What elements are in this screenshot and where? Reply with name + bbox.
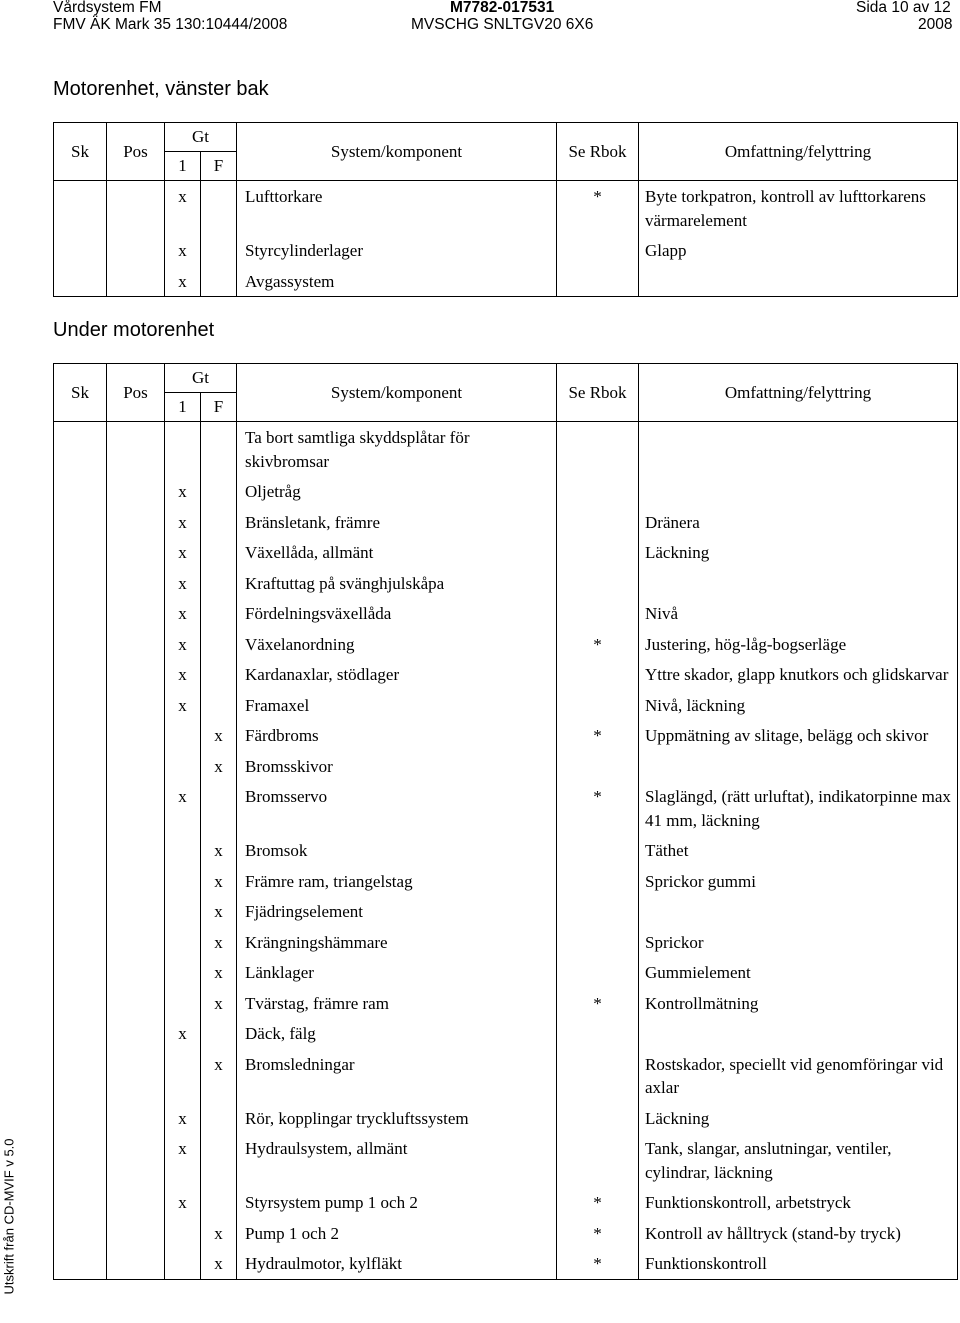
cell-se-rbok bbox=[557, 866, 639, 897]
cell-pos bbox=[107, 568, 165, 599]
cell-omfattning: Nivå bbox=[639, 598, 958, 629]
cell-se-rbok bbox=[557, 1103, 639, 1134]
cell-pos bbox=[107, 476, 165, 507]
col-header-gt-1: 1 bbox=[165, 393, 201, 422]
cell-gt-1 bbox=[165, 927, 201, 958]
table-row bbox=[54, 507, 958, 538]
cell-gt-f: x bbox=[201, 988, 237, 1019]
cell-pos bbox=[107, 1103, 165, 1134]
col-header-gt: Gt bbox=[165, 123, 237, 152]
cell-gt-f bbox=[201, 1018, 237, 1049]
cell-pos bbox=[107, 629, 165, 660]
cell-sk bbox=[54, 181, 107, 236]
cell-gt-1: x bbox=[165, 1018, 201, 1049]
cell-omfattning bbox=[639, 266, 958, 297]
cell-omfattning: Läckning bbox=[639, 1103, 958, 1134]
cell-omfattning bbox=[639, 751, 958, 782]
cell-gt-f: x bbox=[201, 866, 237, 897]
cell-sk bbox=[54, 659, 107, 690]
table-row bbox=[54, 1103, 958, 1134]
cell-se-rbok bbox=[557, 896, 639, 927]
cell-gt-f: x bbox=[201, 1248, 237, 1279]
cell-gt-1: x bbox=[165, 537, 201, 568]
cell-gt-f bbox=[201, 629, 237, 660]
table-row bbox=[54, 835, 958, 866]
table-row bbox=[54, 957, 958, 988]
cell-pos bbox=[107, 720, 165, 751]
table-row bbox=[54, 866, 958, 897]
cell-sk bbox=[54, 1049, 107, 1103]
cell-omfattning bbox=[639, 1018, 958, 1049]
cell-gt-f: x bbox=[201, 896, 237, 927]
cell-sk bbox=[54, 781, 107, 835]
table-row bbox=[54, 659, 958, 690]
cell-system: Växellåda, allmänt bbox=[237, 537, 557, 568]
col-header-gt-f: F bbox=[201, 152, 237, 181]
cell-omfattning: Kontroll av hålltryck (stand-by tryck) bbox=[639, 1218, 958, 1249]
table-row bbox=[54, 1248, 958, 1279]
table-row bbox=[54, 988, 958, 1019]
cell-system: Kraftuttag på svänghjulskåpa bbox=[237, 568, 557, 599]
cell-pos bbox=[107, 507, 165, 538]
cell-sk bbox=[54, 235, 107, 266]
cell-gt-f bbox=[201, 781, 237, 835]
cell-omfattning bbox=[639, 422, 958, 477]
cell-pos bbox=[107, 266, 165, 297]
cell-pos bbox=[107, 896, 165, 927]
cell-gt-1 bbox=[165, 720, 201, 751]
cell-sk bbox=[54, 598, 107, 629]
cell-system: Länklager bbox=[237, 957, 557, 988]
cell-pos bbox=[107, 1133, 165, 1187]
section-title-motorenhet: Motorenhet, vänster bak bbox=[53, 78, 269, 100]
cell-se-rbok: * bbox=[557, 781, 639, 835]
cell-system: Fjädringselement bbox=[237, 896, 557, 927]
cell-pos bbox=[107, 659, 165, 690]
cell-system: Bromsledningar bbox=[237, 1049, 557, 1103]
table-row bbox=[54, 598, 958, 629]
cell-gt-1: x bbox=[165, 781, 201, 835]
cell-pos bbox=[107, 422, 165, 477]
cell-omfattning: Dränera bbox=[639, 507, 958, 538]
table-row bbox=[54, 568, 958, 599]
cell-sk bbox=[54, 690, 107, 721]
cell-sk bbox=[54, 751, 107, 782]
table-row bbox=[54, 266, 958, 297]
cell-gt-1: x bbox=[165, 181, 201, 236]
cell-omfattning: Slaglängd, (rätt urluftat), indikatorpinne max 41 mm, läckning bbox=[639, 781, 958, 835]
cell-system: Oljetråg bbox=[237, 476, 557, 507]
cell-pos bbox=[107, 988, 165, 1019]
cell-system: Pump 1 och 2 bbox=[237, 1218, 557, 1249]
cell-gt-f bbox=[201, 1103, 237, 1134]
table-row bbox=[54, 690, 958, 721]
cell-gt-f: x bbox=[201, 927, 237, 958]
cell-sk bbox=[54, 1133, 107, 1187]
cell-gt-1: x bbox=[165, 266, 201, 297]
cell-system: Fördelningsväxellåda bbox=[237, 598, 557, 629]
cell-sk bbox=[54, 1103, 107, 1134]
cell-gt-1: x bbox=[165, 659, 201, 690]
col-header-system: System/komponent bbox=[237, 364, 557, 422]
cell-gt-1: x bbox=[165, 235, 201, 266]
cell-sk bbox=[54, 896, 107, 927]
cell-sk bbox=[54, 422, 107, 477]
cell-gt-f bbox=[201, 507, 237, 538]
cell-sk bbox=[54, 568, 107, 599]
cell-pos bbox=[107, 835, 165, 866]
cell-gt-1: x bbox=[165, 629, 201, 660]
cell-sk bbox=[54, 1187, 107, 1218]
cell-gt-1 bbox=[165, 1049, 201, 1103]
cell-gt-f: x bbox=[201, 1049, 237, 1103]
table-row bbox=[54, 1049, 958, 1103]
col-header-pos: Pos bbox=[107, 364, 165, 422]
cell-pos bbox=[107, 537, 165, 568]
col-header-omfattning: Omfattning/felyttring bbox=[639, 364, 958, 422]
cell-se-rbok bbox=[557, 927, 639, 958]
cell-sk bbox=[54, 988, 107, 1019]
cell-system: Framaxel bbox=[237, 690, 557, 721]
cell-system: Avgassystem bbox=[237, 266, 557, 297]
cell-gt-1: x bbox=[165, 1103, 201, 1134]
cell-omfattning: Nivå, läckning bbox=[639, 690, 958, 721]
cell-omfattning: Täthet bbox=[639, 835, 958, 866]
cell-gt-1 bbox=[165, 835, 201, 866]
cell-sk bbox=[54, 835, 107, 866]
header-center-line2: MVSCHG SNLTGV20 6X6 bbox=[411, 16, 594, 33]
cell-pos bbox=[107, 235, 165, 266]
header-right-line2: 2008 bbox=[918, 16, 953, 33]
table-row bbox=[54, 1187, 958, 1218]
cell-se-rbok bbox=[557, 659, 639, 690]
header-left-line2: FMV ÄK Mark 35 130:10444/2008 bbox=[53, 16, 288, 33]
cell-system: Bromsok bbox=[237, 835, 557, 866]
cell-system: Rör, kopplingar tryckluftssystem bbox=[237, 1103, 557, 1134]
cell-sk bbox=[54, 629, 107, 660]
cell-se-rbok bbox=[557, 537, 639, 568]
table-row bbox=[54, 422, 958, 477]
cell-se-rbok: * bbox=[557, 1187, 639, 1218]
cell-gt-1: x bbox=[165, 568, 201, 599]
cell-system: Lufttorkare bbox=[237, 181, 557, 236]
cell-gt-f bbox=[201, 598, 237, 629]
header-right-line1: Sida 10 av 12 bbox=[856, 0, 951, 16]
cell-gt-1 bbox=[165, 957, 201, 988]
cell-sk bbox=[54, 1218, 107, 1249]
cell-omfattning bbox=[639, 896, 958, 927]
cell-gt-f bbox=[201, 537, 237, 568]
cell-gt-f bbox=[201, 568, 237, 599]
cell-gt-1: x bbox=[165, 598, 201, 629]
cell-gt-f bbox=[201, 1133, 237, 1187]
cell-se-rbok bbox=[557, 422, 639, 477]
col-header-gt-1: 1 bbox=[165, 152, 201, 181]
cell-sk bbox=[54, 476, 107, 507]
cell-omfattning: Rostskador, speciellt vid genomföringar vid axlar bbox=[639, 1049, 958, 1103]
cell-se-rbok bbox=[557, 266, 639, 297]
cell-se-rbok: * bbox=[557, 181, 639, 236]
cell-omfattning: Uppmätning av slitage, belägg och skivor bbox=[639, 720, 958, 751]
cell-sk bbox=[54, 266, 107, 297]
inspection-table-motorenhet bbox=[53, 122, 958, 297]
cell-se-rbok bbox=[557, 1018, 639, 1049]
cell-omfattning: Läckning bbox=[639, 537, 958, 568]
cell-gt-f bbox=[201, 266, 237, 297]
cell-sk bbox=[54, 537, 107, 568]
cell-pos bbox=[107, 1187, 165, 1218]
header-center-line1: M7782-017531 bbox=[450, 0, 555, 16]
cell-gt-f bbox=[201, 235, 237, 266]
cell-gt-1 bbox=[165, 896, 201, 927]
cell-omfattning: Yttre skador, glapp knutkors och glidskarvar bbox=[639, 659, 958, 690]
cell-gt-1: x bbox=[165, 690, 201, 721]
cell-sk bbox=[54, 1248, 107, 1279]
cell-se-rbok bbox=[557, 598, 639, 629]
inspection-table-under-motorenhet bbox=[53, 363, 958, 1280]
cell-pos bbox=[107, 1018, 165, 1049]
cell-gt-f: x bbox=[201, 957, 237, 988]
cell-system: Bromsservo bbox=[237, 781, 557, 835]
col-header-se-rbok: Se Rbok bbox=[557, 123, 639, 181]
cell-omfattning: Glapp bbox=[639, 235, 958, 266]
table-row bbox=[54, 1218, 958, 1249]
col-header-sk: Sk bbox=[54, 364, 107, 422]
cell-gt-1 bbox=[165, 751, 201, 782]
cell-omfattning: Justering, hög-låg-bogserläge bbox=[639, 629, 958, 660]
cell-system: Däck, fälg bbox=[237, 1018, 557, 1049]
cell-gt-f: x bbox=[201, 1218, 237, 1249]
cell-omfattning: Sprickor gummi bbox=[639, 866, 958, 897]
table-row bbox=[54, 781, 958, 835]
cell-system: Hydraulsystem, allmänt bbox=[237, 1133, 557, 1187]
cell-pos bbox=[107, 957, 165, 988]
col-header-gt: Gt bbox=[165, 364, 237, 393]
cell-gt-f bbox=[201, 1187, 237, 1218]
cell-omfattning bbox=[639, 476, 958, 507]
cell-pos bbox=[107, 866, 165, 897]
cell-se-rbok bbox=[557, 507, 639, 538]
cell-system: Styrsystem pump 1 och 2 bbox=[237, 1187, 557, 1218]
cell-omfattning: Funktionskontroll, arbetstryck bbox=[639, 1187, 958, 1218]
cell-gt-f bbox=[201, 422, 237, 477]
col-header-pos: Pos bbox=[107, 123, 165, 181]
col-header-se-rbok: Se Rbok bbox=[557, 364, 639, 422]
cell-sk bbox=[54, 720, 107, 751]
cell-pos bbox=[107, 690, 165, 721]
cell-omfattning: Funktionskontroll bbox=[639, 1248, 958, 1279]
cell-omfattning: Sprickor bbox=[639, 927, 958, 958]
col-header-system: System/komponent bbox=[237, 123, 557, 181]
header-left-line1: Vårdsystem FM bbox=[53, 0, 162, 16]
table-row bbox=[54, 629, 958, 660]
table-row bbox=[54, 537, 958, 568]
cell-sk bbox=[54, 866, 107, 897]
cell-gt-1: x bbox=[165, 507, 201, 538]
section-title-under-motorenhet: Under motorenhet bbox=[53, 319, 215, 341]
cell-sk bbox=[54, 507, 107, 538]
col-header-sk: Sk bbox=[54, 123, 107, 181]
cell-sk bbox=[54, 927, 107, 958]
cell-gt-f bbox=[201, 690, 237, 721]
cell-se-rbok bbox=[557, 568, 639, 599]
cell-se-rbok bbox=[557, 751, 639, 782]
cell-pos bbox=[107, 1218, 165, 1249]
cell-sk bbox=[54, 1018, 107, 1049]
cell-omfattning: Tank, slangar, anslutningar, ventiler, cylindrar, läckning bbox=[639, 1133, 958, 1187]
cell-gt-1: x bbox=[165, 1187, 201, 1218]
table-row bbox=[54, 751, 958, 782]
cell-pos bbox=[107, 781, 165, 835]
cell-system: Ta bort samtliga skyddsplåtar för skivbromsar bbox=[237, 422, 557, 477]
cell-gt-1: x bbox=[165, 476, 201, 507]
cell-gt-f: x bbox=[201, 835, 237, 866]
cell-system: Bränsletank, främre bbox=[237, 507, 557, 538]
cell-se-rbok bbox=[557, 957, 639, 988]
cell-gt-1 bbox=[165, 1248, 201, 1279]
cell-gt-f: x bbox=[201, 720, 237, 751]
side-print-note: Utskrift från CD-MVIF v 5.0 bbox=[1, 1138, 17, 1295]
cell-system: Växelanordning bbox=[237, 629, 557, 660]
table-row bbox=[54, 181, 958, 236]
cell-system: Styrcylinderlager bbox=[237, 235, 557, 266]
cell-gt-1: x bbox=[165, 1133, 201, 1187]
cell-se-rbok bbox=[557, 476, 639, 507]
cell-gt-1 bbox=[165, 422, 201, 477]
cell-pos bbox=[107, 927, 165, 958]
cell-system: Krängningshämmare bbox=[237, 927, 557, 958]
cell-se-rbok: * bbox=[557, 1248, 639, 1279]
table-row bbox=[54, 1133, 958, 1187]
cell-pos bbox=[107, 181, 165, 236]
cell-system: Kardanaxlar, stödlager bbox=[237, 659, 557, 690]
cell-omfattning: Gummielement bbox=[639, 957, 958, 988]
cell-omfattning bbox=[639, 568, 958, 599]
cell-gt-1 bbox=[165, 866, 201, 897]
cell-pos bbox=[107, 751, 165, 782]
cell-pos bbox=[107, 1049, 165, 1103]
cell-omfattning: Kontrollmätning bbox=[639, 988, 958, 1019]
cell-gt-f bbox=[201, 181, 237, 236]
cell-sk bbox=[54, 957, 107, 988]
cell-system: Hydraulmotor, kylfläkt bbox=[237, 1248, 557, 1279]
cell-pos bbox=[107, 598, 165, 629]
cell-gt-f bbox=[201, 659, 237, 690]
cell-se-rbok: * bbox=[557, 988, 639, 1019]
table-row bbox=[54, 720, 958, 751]
table-row bbox=[54, 927, 958, 958]
cell-se-rbok bbox=[557, 835, 639, 866]
cell-se-rbok: * bbox=[557, 629, 639, 660]
col-header-gt-f: F bbox=[201, 393, 237, 422]
cell-se-rbok: * bbox=[557, 720, 639, 751]
cell-se-rbok: * bbox=[557, 1218, 639, 1249]
cell-pos bbox=[107, 1248, 165, 1279]
table-row bbox=[54, 476, 958, 507]
cell-gt-1 bbox=[165, 988, 201, 1019]
cell-se-rbok bbox=[557, 1133, 639, 1187]
cell-omfattning: Byte torkpatron, kontroll av lufttorkarens värmarelement bbox=[639, 181, 958, 236]
cell-system: Färdbroms bbox=[237, 720, 557, 751]
cell-se-rbok bbox=[557, 1049, 639, 1103]
cell-gt-1 bbox=[165, 1218, 201, 1249]
table-row bbox=[54, 1018, 958, 1049]
cell-gt-f: x bbox=[201, 751, 237, 782]
col-header-omfattning: Omfattning/felyttring bbox=[639, 123, 958, 181]
cell-system: Tvärstag, främre ram bbox=[237, 988, 557, 1019]
cell-system: Bromsskivor bbox=[237, 751, 557, 782]
table-row bbox=[54, 235, 958, 266]
table-row bbox=[54, 896, 958, 927]
cell-system: Främre ram, triangelstag bbox=[237, 866, 557, 897]
cell-gt-f bbox=[201, 476, 237, 507]
cell-se-rbok bbox=[557, 690, 639, 721]
cell-se-rbok bbox=[557, 235, 639, 266]
